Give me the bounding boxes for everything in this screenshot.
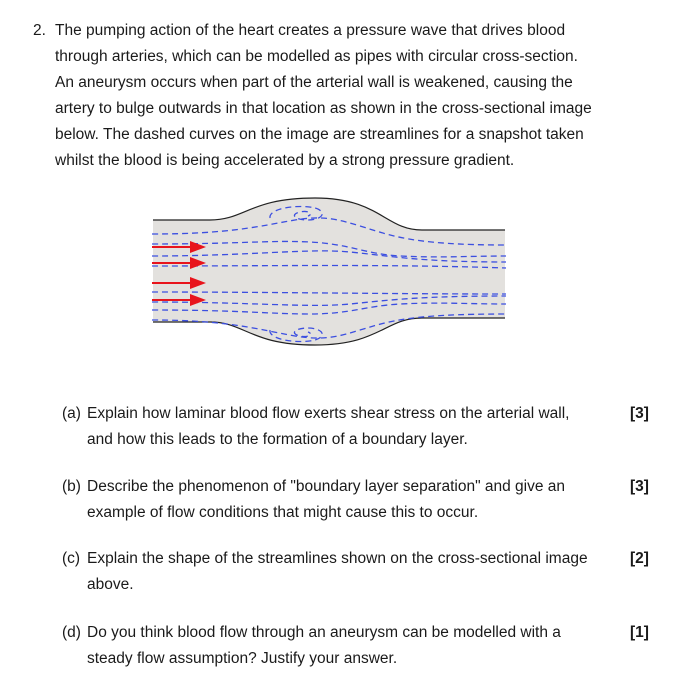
part-text-line: Explain the shape of the streamlines shown on the cross-sectional image — [87, 550, 588, 567]
part-marks: [3] — [630, 405, 649, 422]
part-text-line: example of flow conditions that might cause this to occur. — [87, 504, 479, 521]
stem-line: through arteries, which can be modelled as pipes with circular cross-section. — [55, 48, 578, 65]
stem-line: whilst the blood is being accelerated by a strong pressure gradient. — [55, 152, 515, 169]
part-marks: [1] — [630, 624, 649, 641]
part-label: (b) — [62, 478, 81, 495]
part-label: (d) — [62, 624, 81, 641]
question-number: 2. — [33, 22, 46, 39]
part-label: (a) — [62, 405, 81, 422]
stem-line: artery to bulge outwards in that location as shown in the cross-sectional image — [55, 100, 592, 117]
part-text-line: and how this leads to the formation of a boundary layer. — [87, 431, 468, 448]
part-text-line: above. — [87, 576, 134, 593]
part-text-line: Explain how laminar blood flow exerts shear stress on the arterial wall, — [87, 405, 570, 422]
stem-line: An aneurysm occurs when part of the arterial wall is weakened, causing the — [55, 74, 573, 91]
part-marks: [3] — [630, 478, 649, 495]
question-stem — [55, 18, 615, 174]
aneurysm-cross-section-figure — [150, 190, 508, 350]
vessel-wall — [150, 198, 508, 345]
part-label: (c) — [62, 550, 81, 567]
part-marks: [2] — [630, 550, 649, 567]
stem-line: below. The dashed curves on the image are streamlines for a snapshot taken — [55, 126, 584, 143]
part-text-line: steady flow assumption? Justify your answer. — [87, 650, 398, 667]
part-text-line: Do you think blood flow through an aneurysm can be modelled with a — [87, 624, 561, 641]
part-text-line: Describe the phenomenon of "boundary layer separation" and give an — [87, 478, 566, 495]
stem-line: The pumping action of the heart creates a pressure wave that drives blood — [55, 22, 566, 39]
